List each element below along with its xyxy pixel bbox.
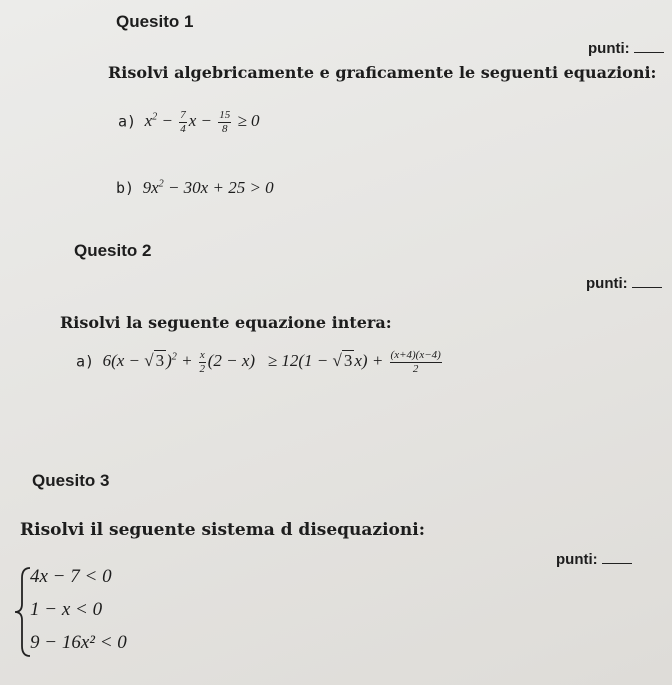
quesito-1-instruction: Risolvi algebricamente e graficamente le seguenti equazioni: [108, 63, 657, 82]
fraction: $\frac{(x+4)(x-4)}{2}$ [390, 349, 441, 375]
item-label: a) [118, 112, 137, 131]
quesito-2-instruction: Risolvi la seguente equazione intera: [60, 313, 392, 332]
equation-2a [76, 350, 444, 375]
math-expression: $x^2$ − $\frac{7}{4}$ x − $\frac{15}{8}$ ≥ 0 [140, 109, 260, 135]
item-label: b) [116, 179, 135, 197]
quesito-3-punti [556, 551, 632, 568]
equation-1b [116, 178, 274, 198]
system-line-2: 1 − x < 0 [30, 599, 103, 620]
equation-1a [118, 110, 260, 135]
punti-label: punti: [588, 40, 630, 57]
quesito-1-title: Quesito 1 [116, 12, 194, 31]
quesito-2-title: Quesito 2 [74, 241, 152, 260]
punti-blank [634, 52, 664, 53]
quesito-3-instruction: Risolvi il seguente sistema d disequazioni: [20, 520, 425, 540]
punti-label: punti: [586, 275, 628, 292]
item-label: a) [76, 352, 95, 371]
fraction: $\frac{15}{8}$ [219, 109, 231, 135]
math-expression: $9x^2 - 30x + 25 > 0$ [138, 178, 274, 197]
quesito-2-punti [586, 275, 662, 292]
fraction: $\frac{7}{4}$ [180, 109, 186, 135]
math-expression: 6(x − √ 3 )$^2$ + $\frac{x}{2}$ (2 − x) ≥ 12(1 − √ 3 x) + $\frac{(x+4)(x-4)}{2}$ [98, 349, 441, 375]
punti-blank [632, 287, 662, 288]
quesito-3-title: Quesito 3 [32, 471, 110, 490]
quesito-1-punti [588, 40, 664, 57]
system-line-1: 4x − 7 < 0 [30, 566, 112, 587]
punti-label: punti: [556, 551, 598, 568]
system-line-3: 9 − 16x² < 0 [30, 632, 127, 653]
fraction: $\frac{x}{2}$ [199, 349, 206, 375]
punti-blank [602, 563, 632, 564]
